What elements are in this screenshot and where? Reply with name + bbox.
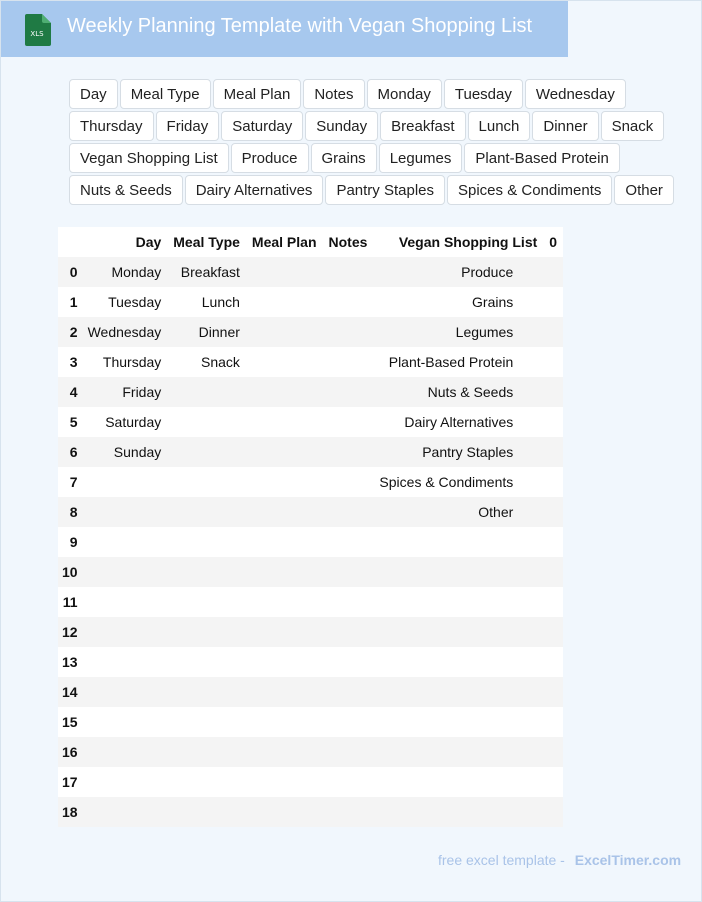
table-cell-notes[interactable]: [323, 437, 374, 467]
page-header: [1, 1, 568, 57]
index-column-header: [58, 227, 82, 257]
table-cell-shopping[interactable]: [373, 707, 543, 737]
table-cell-shopping[interactable]: [373, 557, 543, 587]
table-cell-extra[interactable]: [543, 527, 563, 557]
column-tag[interactable]: Legumes: [379, 143, 463, 173]
svg-text:XLS: XLS: [30, 30, 44, 38]
row-index-cell: 10: [58, 557, 82, 587]
table-header-row: [58, 227, 563, 257]
row-index-cell: 0: [58, 257, 82, 287]
table-cell-meal-plan[interactable]: [246, 257, 323, 287]
table-cell-day[interactable]: [82, 767, 168, 797]
row-index-cell: 1: [58, 287, 82, 317]
table-cell-meal-plan[interactable]: [246, 617, 323, 647]
column-tag[interactable]: Spices & Condiments: [447, 175, 612, 205]
column-tag[interactable]: Saturday: [221, 111, 303, 141]
table-cell-meal-type[interactable]: Lunch: [167, 287, 246, 317]
table-cell-extra[interactable]: [543, 377, 563, 407]
table-cell-extra[interactable]: [543, 257, 563, 287]
column-tag[interactable]: Sunday: [305, 111, 378, 141]
table-row: [58, 797, 563, 827]
row-index-cell: 7: [58, 467, 82, 497]
column-header: Vegan Shopping List: [373, 227, 543, 257]
column-tag[interactable]: Lunch: [468, 111, 531, 141]
table-cell-shopping[interactable]: Dairy Alternatives: [373, 407, 543, 437]
table-cell-shopping[interactable]: [373, 647, 543, 677]
table-cell-day[interactable]: Friday: [82, 377, 168, 407]
table-cell-meal-type[interactable]: [167, 617, 246, 647]
column-tag[interactable]: Tuesday: [444, 79, 523, 109]
column-tag[interactable]: Friday: [156, 111, 220, 141]
page-title: Weekly Planning Template with Vegan Shopping List: [67, 15, 533, 37]
data-table-container: [62, 227, 558, 828]
row-index-cell: 18: [58, 797, 82, 827]
table-cell-notes[interactable]: [323, 647, 374, 677]
table-row: [58, 257, 563, 287]
table-row: [58, 377, 563, 407]
table-row: [58, 407, 563, 437]
table-cell-notes[interactable]: [323, 347, 374, 377]
column-tag[interactable]: Snack: [601, 111, 665, 141]
table-cell-notes[interactable]: [323, 767, 374, 797]
table-cell-extra[interactable]: [543, 557, 563, 587]
column-tag[interactable]: Plant-Based Protein: [464, 143, 619, 173]
table-cell-shopping[interactable]: [373, 677, 543, 707]
table-cell-meal-plan[interactable]: [246, 317, 323, 347]
table-cell-day[interactable]: [82, 737, 168, 767]
table-cell-shopping[interactable]: Pantry Staples: [373, 437, 543, 467]
table-cell-extra[interactable]: [543, 767, 563, 797]
column-tag[interactable]: Notes: [303, 79, 364, 109]
column-tag[interactable]: Dinner: [532, 111, 598, 141]
column-tag[interactable]: Nuts & Seeds: [69, 175, 183, 205]
table-cell-shopping[interactable]: [373, 767, 543, 797]
table-cell-day[interactable]: Thursday: [82, 347, 168, 377]
table-row: [58, 437, 563, 467]
table-row: [58, 317, 563, 347]
row-index-cell: 6: [58, 437, 82, 467]
table-cell-day[interactable]: Tuesday: [82, 287, 168, 317]
table-cell-extra[interactable]: [543, 407, 563, 437]
table-row: [58, 737, 563, 767]
table-cell-shopping[interactable]: Grains: [373, 287, 543, 317]
table-cell-notes[interactable]: [323, 587, 374, 617]
table-cell-meal-plan[interactable]: [246, 797, 323, 827]
table-cell-meal-plan[interactable]: [246, 467, 323, 497]
table-cell-notes[interactable]: [323, 617, 374, 647]
table-row: [58, 707, 563, 737]
row-index-cell: 8: [58, 497, 82, 527]
table-cell-day[interactable]: [82, 797, 168, 827]
column-tag[interactable]: Thursday: [69, 111, 154, 141]
table-cell-shopping[interactable]: Nuts & Seeds: [373, 377, 543, 407]
table-cell-extra[interactable]: [543, 707, 563, 737]
table-cell-meal-type[interactable]: [167, 497, 246, 527]
table-cell-extra[interactable]: [543, 677, 563, 707]
table-cell-meal-type[interactable]: [167, 767, 246, 797]
table-cell-meal-type[interactable]: [167, 707, 246, 737]
table-cell-meal-type[interactable]: [167, 737, 246, 767]
table-cell-extra[interactable]: [543, 437, 563, 467]
table-cell-notes[interactable]: [323, 467, 374, 497]
table-cell-shopping[interactable]: Produce: [373, 257, 543, 287]
table-row: [58, 467, 563, 497]
table-cell-day[interactable]: [82, 587, 168, 617]
footer: [438, 852, 681, 868]
column-header: Meal Plan: [246, 227, 323, 257]
table-row: [58, 767, 563, 797]
column-tag[interactable]: Dairy Alternatives: [185, 175, 324, 205]
table-cell-meal-plan[interactable]: [246, 767, 323, 797]
column-tag[interactable]: Other: [614, 175, 674, 205]
table-cell-day[interactable]: [82, 677, 168, 707]
table-cell-meal-type[interactable]: [167, 527, 246, 557]
table-cell-notes[interactable]: [323, 737, 374, 767]
table-cell-meal-type[interactable]: [167, 437, 246, 467]
column-tag[interactable]: Pantry Staples: [325, 175, 445, 205]
row-index-cell: 17: [58, 767, 82, 797]
table-cell-meal-type[interactable]: [167, 797, 246, 827]
footer-brand-link[interactable]: ExcelTimer.com: [574, 852, 682, 868]
table-row: [58, 677, 563, 707]
table-cell-meal-type[interactable]: Breakfast: [167, 257, 246, 287]
table-cell-meal-plan[interactable]: [246, 677, 323, 707]
table-cell-extra[interactable]: [543, 587, 563, 617]
table-cell-day[interactable]: Sunday: [82, 437, 168, 467]
table-cell-extra[interactable]: [543, 737, 563, 767]
row-index-cell: 2: [58, 317, 82, 347]
table-cell-shopping[interactable]: [373, 797, 543, 827]
table-cell-day[interactable]: [82, 527, 168, 557]
table-cell-notes[interactable]: [323, 407, 374, 437]
table-cell-shopping[interactable]: [373, 527, 543, 557]
table-cell-extra[interactable]: [543, 317, 563, 347]
table-cell-extra[interactable]: [543, 497, 563, 527]
column-tag[interactable]: Meal Type: [120, 79, 211, 109]
row-index-cell: 9: [58, 527, 82, 557]
row-index-cell: 11: [58, 587, 82, 617]
column-header: Day: [82, 227, 168, 257]
table-cell-notes[interactable]: [323, 527, 374, 557]
table-cell-extra[interactable]: [543, 467, 563, 497]
table-row: [58, 587, 563, 617]
table-cell-meal-type[interactable]: [167, 377, 246, 407]
column-header: Meal Type: [167, 227, 246, 257]
table-cell-shopping[interactable]: [373, 737, 543, 767]
table-cell-meal-plan[interactable]: [246, 527, 323, 557]
table-cell-extra[interactable]: [543, 287, 563, 317]
table-cell-extra[interactable]: [543, 647, 563, 677]
table-cell-shopping[interactable]: Other: [373, 497, 543, 527]
table-cell-meal-plan[interactable]: [246, 737, 323, 767]
table-row: [58, 287, 563, 317]
column-tag[interactable]: Meal Plan: [213, 79, 302, 109]
table-cell-meal-type[interactable]: Dinner: [167, 317, 246, 347]
column-tag-list: [69, 79, 679, 205]
table-row: [58, 617, 563, 647]
column-tag[interactable]: Breakfast: [380, 111, 465, 141]
table-cell-shopping[interactable]: Plant-Based Protein: [373, 347, 543, 377]
table-cell-notes[interactable]: [323, 707, 374, 737]
table-cell-meal-type[interactable]: [167, 647, 246, 677]
table-cell-notes[interactable]: [323, 557, 374, 587]
table-cell-day[interactable]: [82, 617, 168, 647]
table-cell-notes[interactable]: [323, 287, 374, 317]
table-cell-day[interactable]: Wednesday: [82, 317, 168, 347]
table-cell-day[interactable]: [82, 467, 168, 497]
table-cell-extra[interactable]: [543, 347, 563, 377]
table-cell-notes[interactable]: [323, 797, 374, 827]
column-tag[interactable]: Produce: [231, 143, 309, 173]
xls-file-icon: [23, 14, 51, 46]
table-cell-extra[interactable]: [543, 797, 563, 827]
table-cell-notes[interactable]: [323, 317, 374, 347]
row-index-cell: 5: [58, 407, 82, 437]
row-index-cell: 12: [58, 617, 82, 647]
footer-text: free excel template -: [438, 852, 565, 868]
table-cell-day[interactable]: [82, 707, 168, 737]
table-row: [58, 347, 563, 377]
row-index-cell: 3: [58, 347, 82, 377]
column-tag[interactable]: Monday: [367, 79, 442, 109]
table-cell-notes[interactable]: [323, 257, 374, 287]
table-cell-day[interactable]: Saturday: [82, 407, 168, 437]
table-cell-meal-type[interactable]: [167, 587, 246, 617]
table-cell-meal-plan[interactable]: [246, 377, 323, 407]
table-cell-meal-type[interactable]: Snack: [167, 347, 246, 377]
table-cell-meal-plan[interactable]: [246, 587, 323, 617]
column-tag[interactable]: Vegan Shopping List: [69, 143, 229, 173]
table-cell-meal-type[interactable]: [167, 677, 246, 707]
row-index-cell: 4: [58, 377, 82, 407]
table-cell-day[interactable]: Monday: [82, 257, 168, 287]
table-cell-meal-plan[interactable]: [246, 647, 323, 677]
table-cell-shopping[interactable]: Spices & Condiments: [373, 467, 543, 497]
table-cell-notes[interactable]: [323, 677, 374, 707]
row-index-cell: 13: [58, 647, 82, 677]
table-cell-meal-plan[interactable]: [246, 707, 323, 737]
table-row: [58, 497, 563, 527]
table-cell-meal-plan[interactable]: [246, 407, 323, 437]
row-index-cell: 14: [58, 677, 82, 707]
table-cell-meal-plan[interactable]: [246, 287, 323, 317]
column-header: Notes: [323, 227, 374, 257]
table-cell-day[interactable]: [82, 497, 168, 527]
table-cell-notes[interactable]: [323, 377, 374, 407]
table-cell-day[interactable]: [82, 647, 168, 677]
table-cell-meal-plan[interactable]: [246, 557, 323, 587]
table-row: [58, 527, 563, 557]
table-cell-shopping[interactable]: [373, 617, 543, 647]
table-cell-meal-type[interactable]: [167, 467, 246, 497]
column-tag[interactable]: Wednesday: [525, 79, 626, 109]
column-tag[interactable]: Grains: [311, 143, 377, 173]
column-tag[interactable]: Day: [69, 79, 118, 109]
table-cell-meal-type[interactable]: [167, 407, 246, 437]
table-row: [58, 647, 563, 677]
data-table: [58, 227, 563, 827]
table-cell-extra[interactable]: [543, 617, 563, 647]
table-cell-day[interactable]: [82, 557, 168, 587]
table-cell-notes[interactable]: [323, 497, 374, 527]
table-cell-meal-plan[interactable]: [246, 437, 323, 467]
table-cell-shopping[interactable]: [373, 587, 543, 617]
row-index-cell: 15: [58, 707, 82, 737]
table-cell-meal-plan[interactable]: [246, 347, 323, 377]
table-cell-shopping[interactable]: Legumes: [373, 317, 543, 347]
table-cell-meal-plan[interactable]: [246, 497, 323, 527]
table-cell-meal-type[interactable]: [167, 557, 246, 587]
table-row: [58, 557, 563, 587]
row-index-cell: 16: [58, 737, 82, 767]
column-header: 0: [543, 227, 563, 257]
